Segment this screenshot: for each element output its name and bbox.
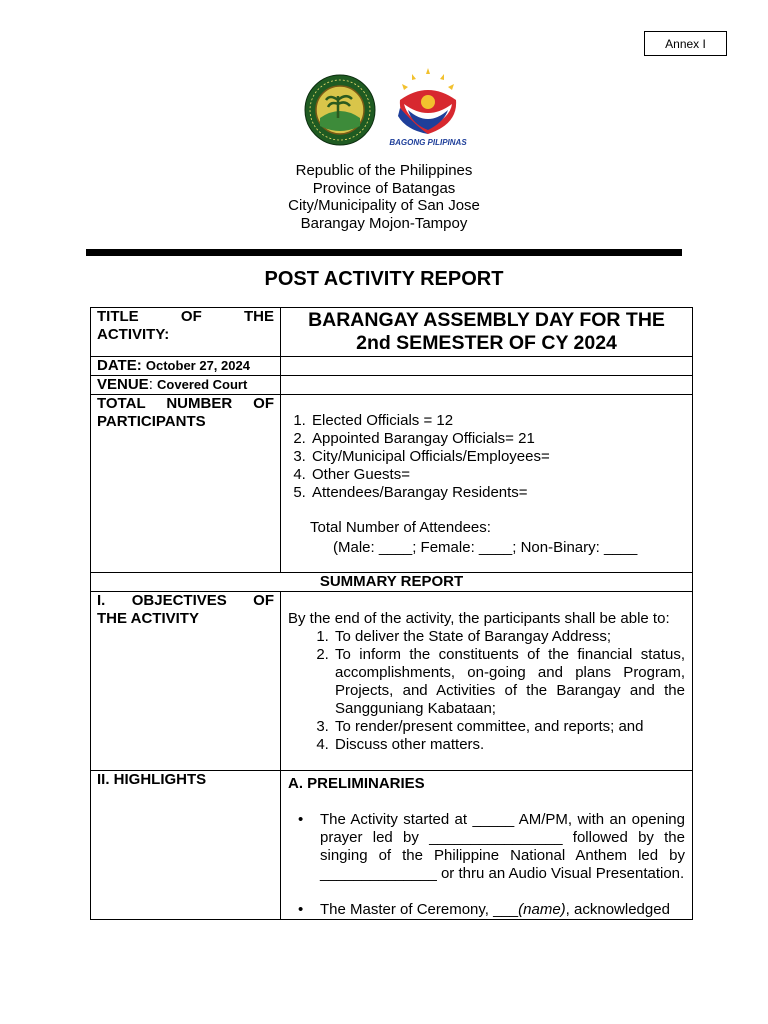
row-date: [91, 357, 693, 376]
title-label-line2: ACTIVITY:: [97, 326, 170, 343]
venue-value-cell: [281, 376, 693, 395]
date-value: October 27, 2024: [145, 358, 250, 373]
date-label-cell: [91, 357, 281, 376]
barangay-seal-logo: [304, 74, 376, 146]
header-divider: [86, 249, 682, 256]
objectives-intro: By the end of the activity, the participants shall be able to:: [288, 610, 670, 627]
bagong-pilipinas-logo-text: BAGONG PILIPINAS: [389, 138, 467, 147]
row-summary-report: [91, 573, 693, 592]
annex-label: Annex I: [644, 31, 727, 56]
objective-item: 1. To deliver the State of Barangay Address;: [333, 628, 685, 646]
header-republic: Republic of the Philippines: [295, 162, 473, 179]
participants-item: 2. Appointed Barangay Officials= 21: [310, 430, 685, 448]
row-highlights: [91, 771, 693, 920]
activity-title-cell: [281, 308, 693, 357]
objectives-list: [288, 628, 685, 754]
highlights-cell: [281, 771, 693, 920]
highlight-item: • The Activity started at _____ AM/PM, with an opening prayer led by ________________ followed by the singing of the Philippine National Anthem led by ______________ or thru an Audio Visual Presentation.: [320, 811, 685, 883]
header-province: Province of Batangas: [312, 179, 456, 197]
participants-cell: [281, 395, 693, 573]
objectives-label-cell: [91, 592, 281, 771]
participants-label-line2: PARTICIPANTS: [97, 413, 206, 430]
row-venue: [91, 376, 693, 395]
header-municipality: City/Municipality of San Jose: [288, 197, 480, 214]
highlights-label-cell: [91, 771, 281, 920]
document-header: [0, 162, 768, 232]
report-table: [90, 307, 693, 920]
participants-label-line1: TOTAL NUMBER OF: [97, 395, 274, 412]
title-label-line1: TITLE OF THE: [97, 308, 274, 325]
row-objectives: [91, 592, 693, 771]
objective-item: 3. To render/present committee, and reports; and: [333, 718, 685, 736]
venue-label: VENUE: [97, 376, 149, 393]
total-attendees-label: Total Number of Attendees:: [310, 519, 491, 536]
objective-item: 2. To inform the constituents of the financial status, accomplishments, on-going and plans Program, Projects, and Activities of the Barangay and the Sangguniang Kabataan;: [333, 646, 685, 718]
preliminaries-heading: A. PRELIMINARIES: [288, 775, 425, 792]
participants-item: 1. Elected Officials = 12: [310, 412, 685, 430]
participants-item: 5. Attendees/Barangay Residents=: [310, 484, 685, 502]
venue-value: Covered Court: [157, 377, 248, 392]
row-title: [91, 308, 693, 357]
activity-title-line1: BARANGAY ASSEMBLY DAY FOR THE: [308, 309, 665, 331]
highlight-item-text: The Master of Ceremony, ___: [320, 901, 519, 918]
row-participants: [91, 395, 693, 573]
participants-list: [288, 412, 685, 502]
highlights-label: II. HIGHLIGHTS: [97, 771, 207, 788]
objectives-cell: [281, 592, 693, 771]
title-label-cell: [91, 308, 281, 357]
highlight-item-italic: (name): [518, 901, 566, 918]
date-value-cell: [281, 357, 693, 376]
objectives-label-line2: THE ACTIVITY: [97, 610, 199, 627]
objectives-label-line1: I. OBJECTIVES OF: [97, 592, 274, 609]
objective-item: 4. Discuss other matters.: [333, 736, 685, 754]
highlight-item-text-end: , acknowledged: [565, 901, 670, 918]
activity-title-line2: 2nd SEMESTER OF CY 2024: [356, 332, 617, 354]
gender-breakdown: (Male: ____; Female: ____; Non-Binary: ____: [333, 539, 638, 556]
highlight-item: [320, 901, 685, 919]
date-label: DATE:: [97, 357, 142, 374]
participants-label-cell: [91, 395, 281, 573]
header-barangay: Barangay Mojon-Tampoy: [300, 214, 468, 232]
bagong-pilipinas-logo: [386, 66, 470, 148]
document-title: POST ACTIVITY REPORT: [264, 268, 504, 290]
summary-report-heading: SUMMARY REPORT: [91, 573, 693, 592]
participants-item: 3. City/Municipal Officials/Employees=: [310, 448, 685, 466]
participants-item: 4. Other Guests=: [310, 466, 685, 484]
highlights-list: [288, 811, 685, 919]
venue-label-cell: VENUE: Covered Court: [91, 376, 281, 395]
